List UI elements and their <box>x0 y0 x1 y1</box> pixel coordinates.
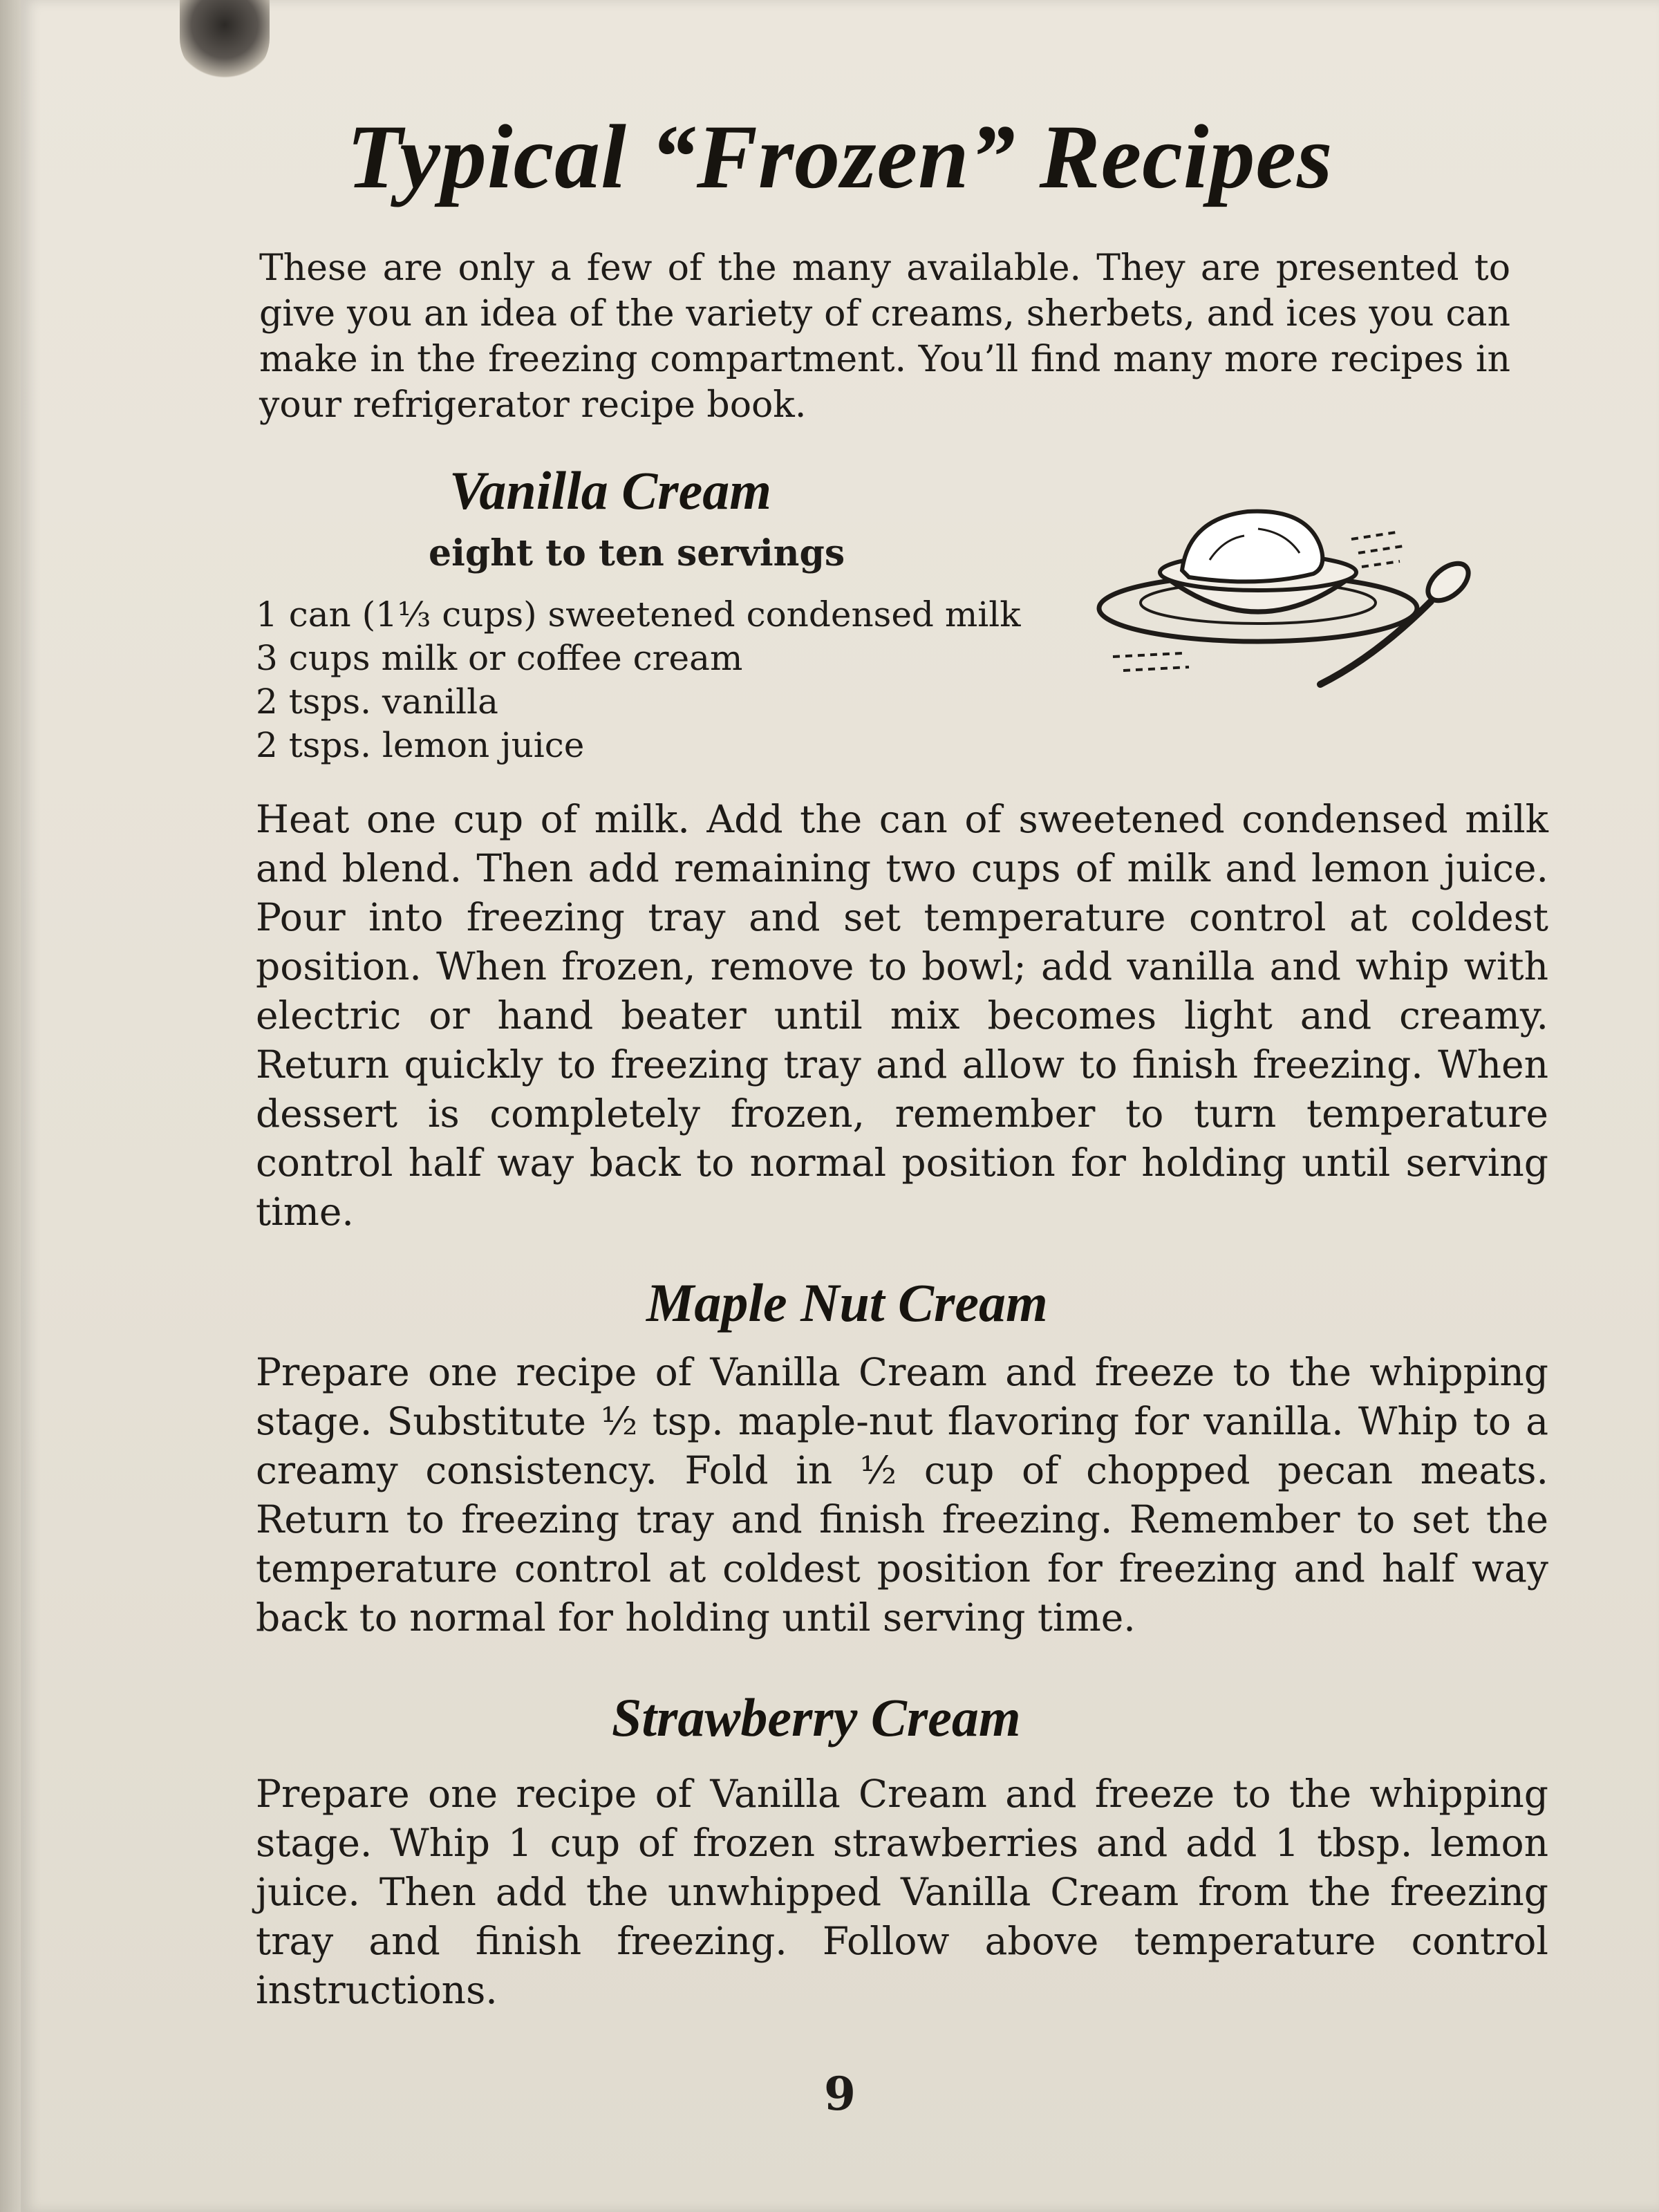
binding-edge <box>0 0 21 2212</box>
ingredient-item: 1 can (1⅓ cups) sweetened condensed milk <box>256 594 1021 635</box>
vanilla-cream-title: Vanilla Cream <box>449 460 771 521</box>
ingredient-item: 2 tsps. vanilla <box>256 682 498 722</box>
vanilla-cream-directions: Heat one cup of milk. Add the can of sweetened condensed milk and blend. Then add remaining two cups of milk and lemon juice. Pour into freezing tray and set temperature control at coldest position. When frozen, remove to bowl; add vanilla and whip with electric or hand beater until mix becomes light and creamy. Return quickly to freezing tray and allow to finish freezing. When dessert is completely frozen, remember to turn temperature control half way back to normal position for holding until serving time. <box>256 797 1548 1234</box>
strawberry-cream-directions: Prepare one recipe of Vanilla Cream and freeze to the whipping stage. Whip 1 cup of frozen strawberries and add 1 tbsp. lemon juice. Then add the unwhipped Vanilla Cream from the freezing tray and finish freezing. Follow above temperature control instructions. <box>256 1772 1548 2012</box>
page-number: 9 <box>824 2067 856 2121</box>
strawberry-cream-title: Strawberry Cream <box>612 1687 1021 1747</box>
punch-hole <box>180 0 270 83</box>
ingredient-item: 3 cups milk or coffee cream <box>256 638 743 678</box>
ice-cream-bowl-with-spoon-icon <box>1085 498 1500 698</box>
maple-nut-cream-directions: Prepare one recipe of Vanilla Cream and freeze to the whipping stage. Substitute ½ tsp. maple-nut flavoring for vanilla. Whip to a creamy consistency. Fold in ½ cup of chopped pecan meats. Return to freezing tray and finish freezing. Remember to set the temperature control at coldest position for freezing and half way back to normal for holding until serving time. <box>256 1350 1548 1640</box>
intro-paragraph: These are only a few of the many available. They are presented to give you an idea of the variety of creams, sherbets, and ices you can make in the freezing compartment. You’ll find many more recipes in your refrigerator recipe book. <box>259 247 1510 426</box>
page-title: Typical “Frozen” Recipes <box>346 106 1333 207</box>
cookbook-page <box>21 0 1659 2212</box>
vanilla-cream-servings: eight to ten servings <box>429 532 845 574</box>
vanilla-cream-ingredient-list <box>256 593 1085 767</box>
maple-nut-cream-title: Maple Nut Cream <box>646 1273 1048 1333</box>
ingredient-item: 2 tsps. lemon juice <box>256 725 585 765</box>
